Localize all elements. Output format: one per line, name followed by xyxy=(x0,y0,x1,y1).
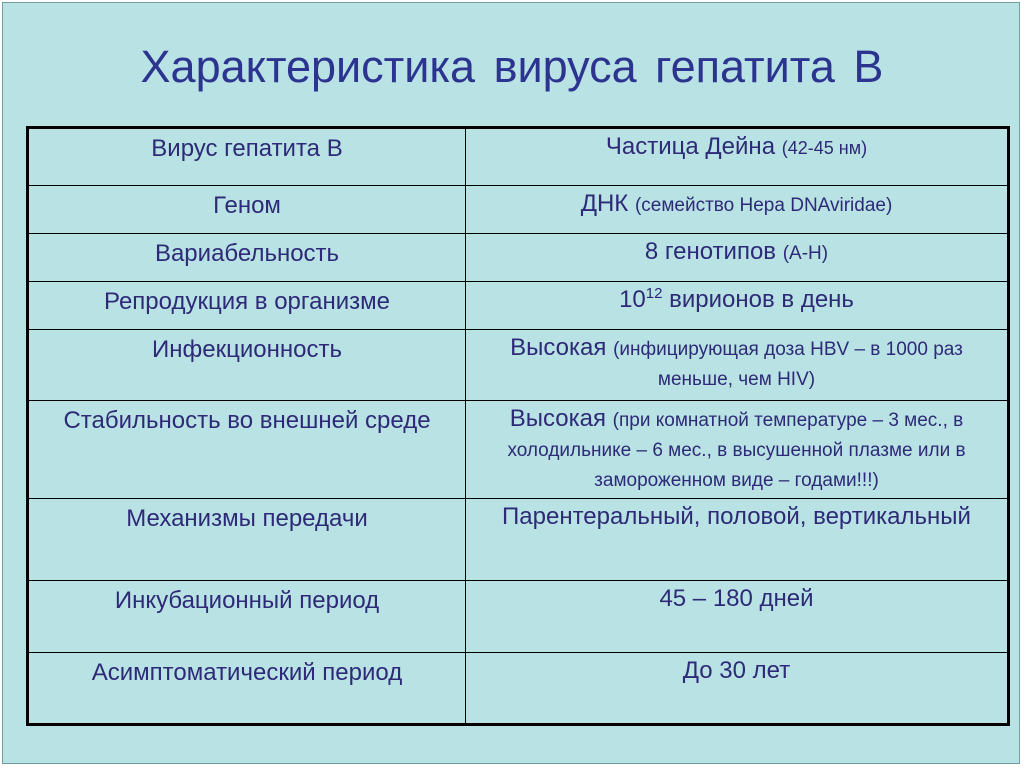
value-main: ДНК xyxy=(580,190,629,217)
row-value xyxy=(466,186,1009,234)
row-value: До 30 лет xyxy=(466,653,1009,725)
row-label: Инкубационный период xyxy=(28,581,466,653)
row-value xyxy=(466,282,1009,330)
slide-title: Характеристика вируса гепатита В xyxy=(140,41,884,92)
row-label: Вариабельность xyxy=(28,234,466,282)
value-note: (семейство Hepa DNAviridae) xyxy=(634,195,893,216)
table-row xyxy=(28,186,1009,234)
table-row xyxy=(28,581,1009,653)
table-row xyxy=(28,401,1009,499)
row-value: 45 – 180 дней xyxy=(466,581,1009,653)
value-note: (42-45 нм) xyxy=(781,138,868,158)
table-row xyxy=(28,499,1009,581)
row-label: Репродукция в организме xyxy=(28,282,466,330)
value-exponent: 12 xyxy=(645,285,663,302)
row-value: Парентеральный, половой, вертикальный xyxy=(466,499,1009,581)
table-row xyxy=(28,128,1009,186)
slide xyxy=(2,2,1020,764)
row-label: Асимптоматический период xyxy=(28,653,466,725)
value-main: Высокая xyxy=(509,405,606,432)
table-row xyxy=(28,234,1009,282)
row-value xyxy=(466,234,1009,282)
value-main: 8 генотипов xyxy=(644,238,777,265)
value-rest: вирионов в день xyxy=(669,286,854,313)
row-label: Инфекционность xyxy=(28,330,466,401)
table-row xyxy=(28,282,1009,330)
row-label: Вирус гепатита В xyxy=(28,128,466,186)
value-base: 10 xyxy=(619,286,646,313)
row-value xyxy=(466,401,1009,499)
value-main: Высокая xyxy=(510,334,607,361)
characteristics-table xyxy=(26,126,1010,726)
row-label: Стабильность во внешней среде xyxy=(28,401,466,499)
row-label: Геном xyxy=(28,186,466,234)
value-main: Частица Дейна xyxy=(605,133,776,160)
table-row xyxy=(28,330,1009,401)
value-note: (инфицирующая доза HBV – в 1000 раз меньше, чем HIV) xyxy=(613,339,963,390)
value-note: (при комнатной температуре – 3 мес., в холодильнике – 6 мес., в высушенной плазме или в замороженном виде – годами!!!) xyxy=(507,410,966,491)
row-value xyxy=(466,330,1009,401)
row-label: Механизмы передачи xyxy=(28,499,466,581)
table-row xyxy=(28,653,1009,725)
value-note: (А-Н) xyxy=(782,243,829,264)
row-value xyxy=(466,128,1009,186)
